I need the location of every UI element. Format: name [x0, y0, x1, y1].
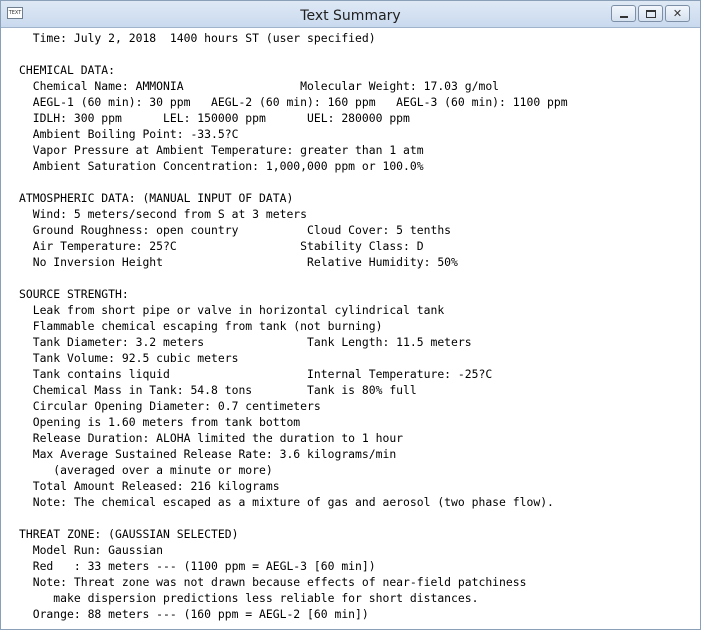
text-line: Orange: 88 meters --- (160 ppm = AEGL-2 [60 min]) [19, 607, 369, 621]
text-line: THREAT ZONE: (GAUSSIAN SELECTED) [19, 527, 239, 541]
text-line: Chemical Mass in Tank: 54.8 tons Tank is 80% full [19, 383, 417, 397]
text-line: Max Average Sustained Release Rate: 3.6 kilograms/min [19, 447, 397, 461]
text-line: SOURCE STRENGTH: [19, 287, 129, 301]
summary-text [2, 28, 699, 622]
text-line: AEGL-1 (60 min): 30 ppm AEGL-2 (60 min): 160 ppm AEGL-3 (60 min): 1100 ppm [19, 95, 568, 109]
blank-line [19, 46, 699, 62]
text-line: Opening is 1.60 meters from tank bottom [19, 415, 301, 429]
minimize-button[interactable] [611, 5, 636, 22]
minimize-icon [620, 16, 628, 18]
blank-line [19, 510, 699, 526]
maximize-button[interactable] [638, 5, 663, 22]
text-line: Flammable chemical escaping from tank (not burning) [19, 319, 383, 333]
text-line: Release Duration: ALOHA limited the duration to 1 hour [19, 431, 404, 445]
text-line: Total Amount Released: 216 kilograms [19, 479, 280, 493]
window-title: Text Summary [300, 8, 401, 24]
text-line: Tank Diameter: 3.2 meters Tank Length: 11.5 meters [19, 335, 472, 349]
text-line: No Inversion Height Relative Humidity: 50% [19, 255, 458, 269]
text-line: Leak from short pipe or valve in horizontal cylindrical tank [19, 303, 445, 317]
text-line: make dispersion predictions less reliable for short distances. [19, 591, 479, 605]
caption-buttons [611, 5, 690, 22]
blank-line [19, 270, 699, 286]
summary-text-area[interactable] [2, 28, 699, 628]
text-line: Circular Opening Diameter: 0.7 centimeters [19, 399, 321, 413]
maximize-icon [646, 10, 656, 18]
text-line: Tank Volume: 92.5 cubic meters [19, 351, 239, 365]
text-line: Air Temperature: 25?C Stability Class: D [19, 239, 424, 253]
blank-line [19, 174, 699, 190]
text-line: Chemical Name: AMMONIA Molecular Weight: 17.03 g/mol [19, 79, 500, 93]
title-bar[interactable] [1, 1, 700, 28]
close-icon: ✕ [672, 7, 683, 20]
text-line: Vapor Pressure at Ambient Temperature: greater than 1 atm [19, 143, 424, 157]
text-line: Wind: 5 meters/second from S at 3 meters [19, 207, 308, 221]
text-line: Ambient Saturation Concentration: 1,000,000 ppm or 100.0% [19, 159, 424, 173]
text-line: Ground Roughness: open country Cloud Cover: 5 tenths [19, 223, 452, 237]
text-line: Time: July 2, 2018 1400 hours ST (user specified) [19, 31, 376, 45]
text-line: Red : 33 meters --- (1100 ppm = AEGL-3 [60 min]) [19, 559, 376, 573]
text-line: Model Run: Gaussian [19, 543, 164, 557]
text-document-icon[interactable]: TEXT [7, 7, 23, 19]
text-line: Note: The chemical escaped as a mixture of gas and aerosol (two phase flow). [19, 495, 554, 509]
text-line: Tank contains liquid Internal Temperature: -25?C [19, 367, 493, 381]
text-line: ATMOSPHERIC DATA: (MANUAL INPUT OF DATA) [19, 191, 294, 205]
close-button[interactable] [665, 5, 690, 22]
text-line: (averaged over a minute or more) [19, 463, 273, 477]
text-line: Note: Threat zone was not drawn because effects of near-field patchiness [19, 575, 527, 589]
text-line: Ambient Boiling Point: -33.5?C [19, 127, 239, 141]
text-line: IDLH: 300 ppm LEL: 150000 ppm UEL: 280000 ppm [19, 111, 410, 125]
text-line: CHEMICAL DATA: [19, 63, 116, 77]
